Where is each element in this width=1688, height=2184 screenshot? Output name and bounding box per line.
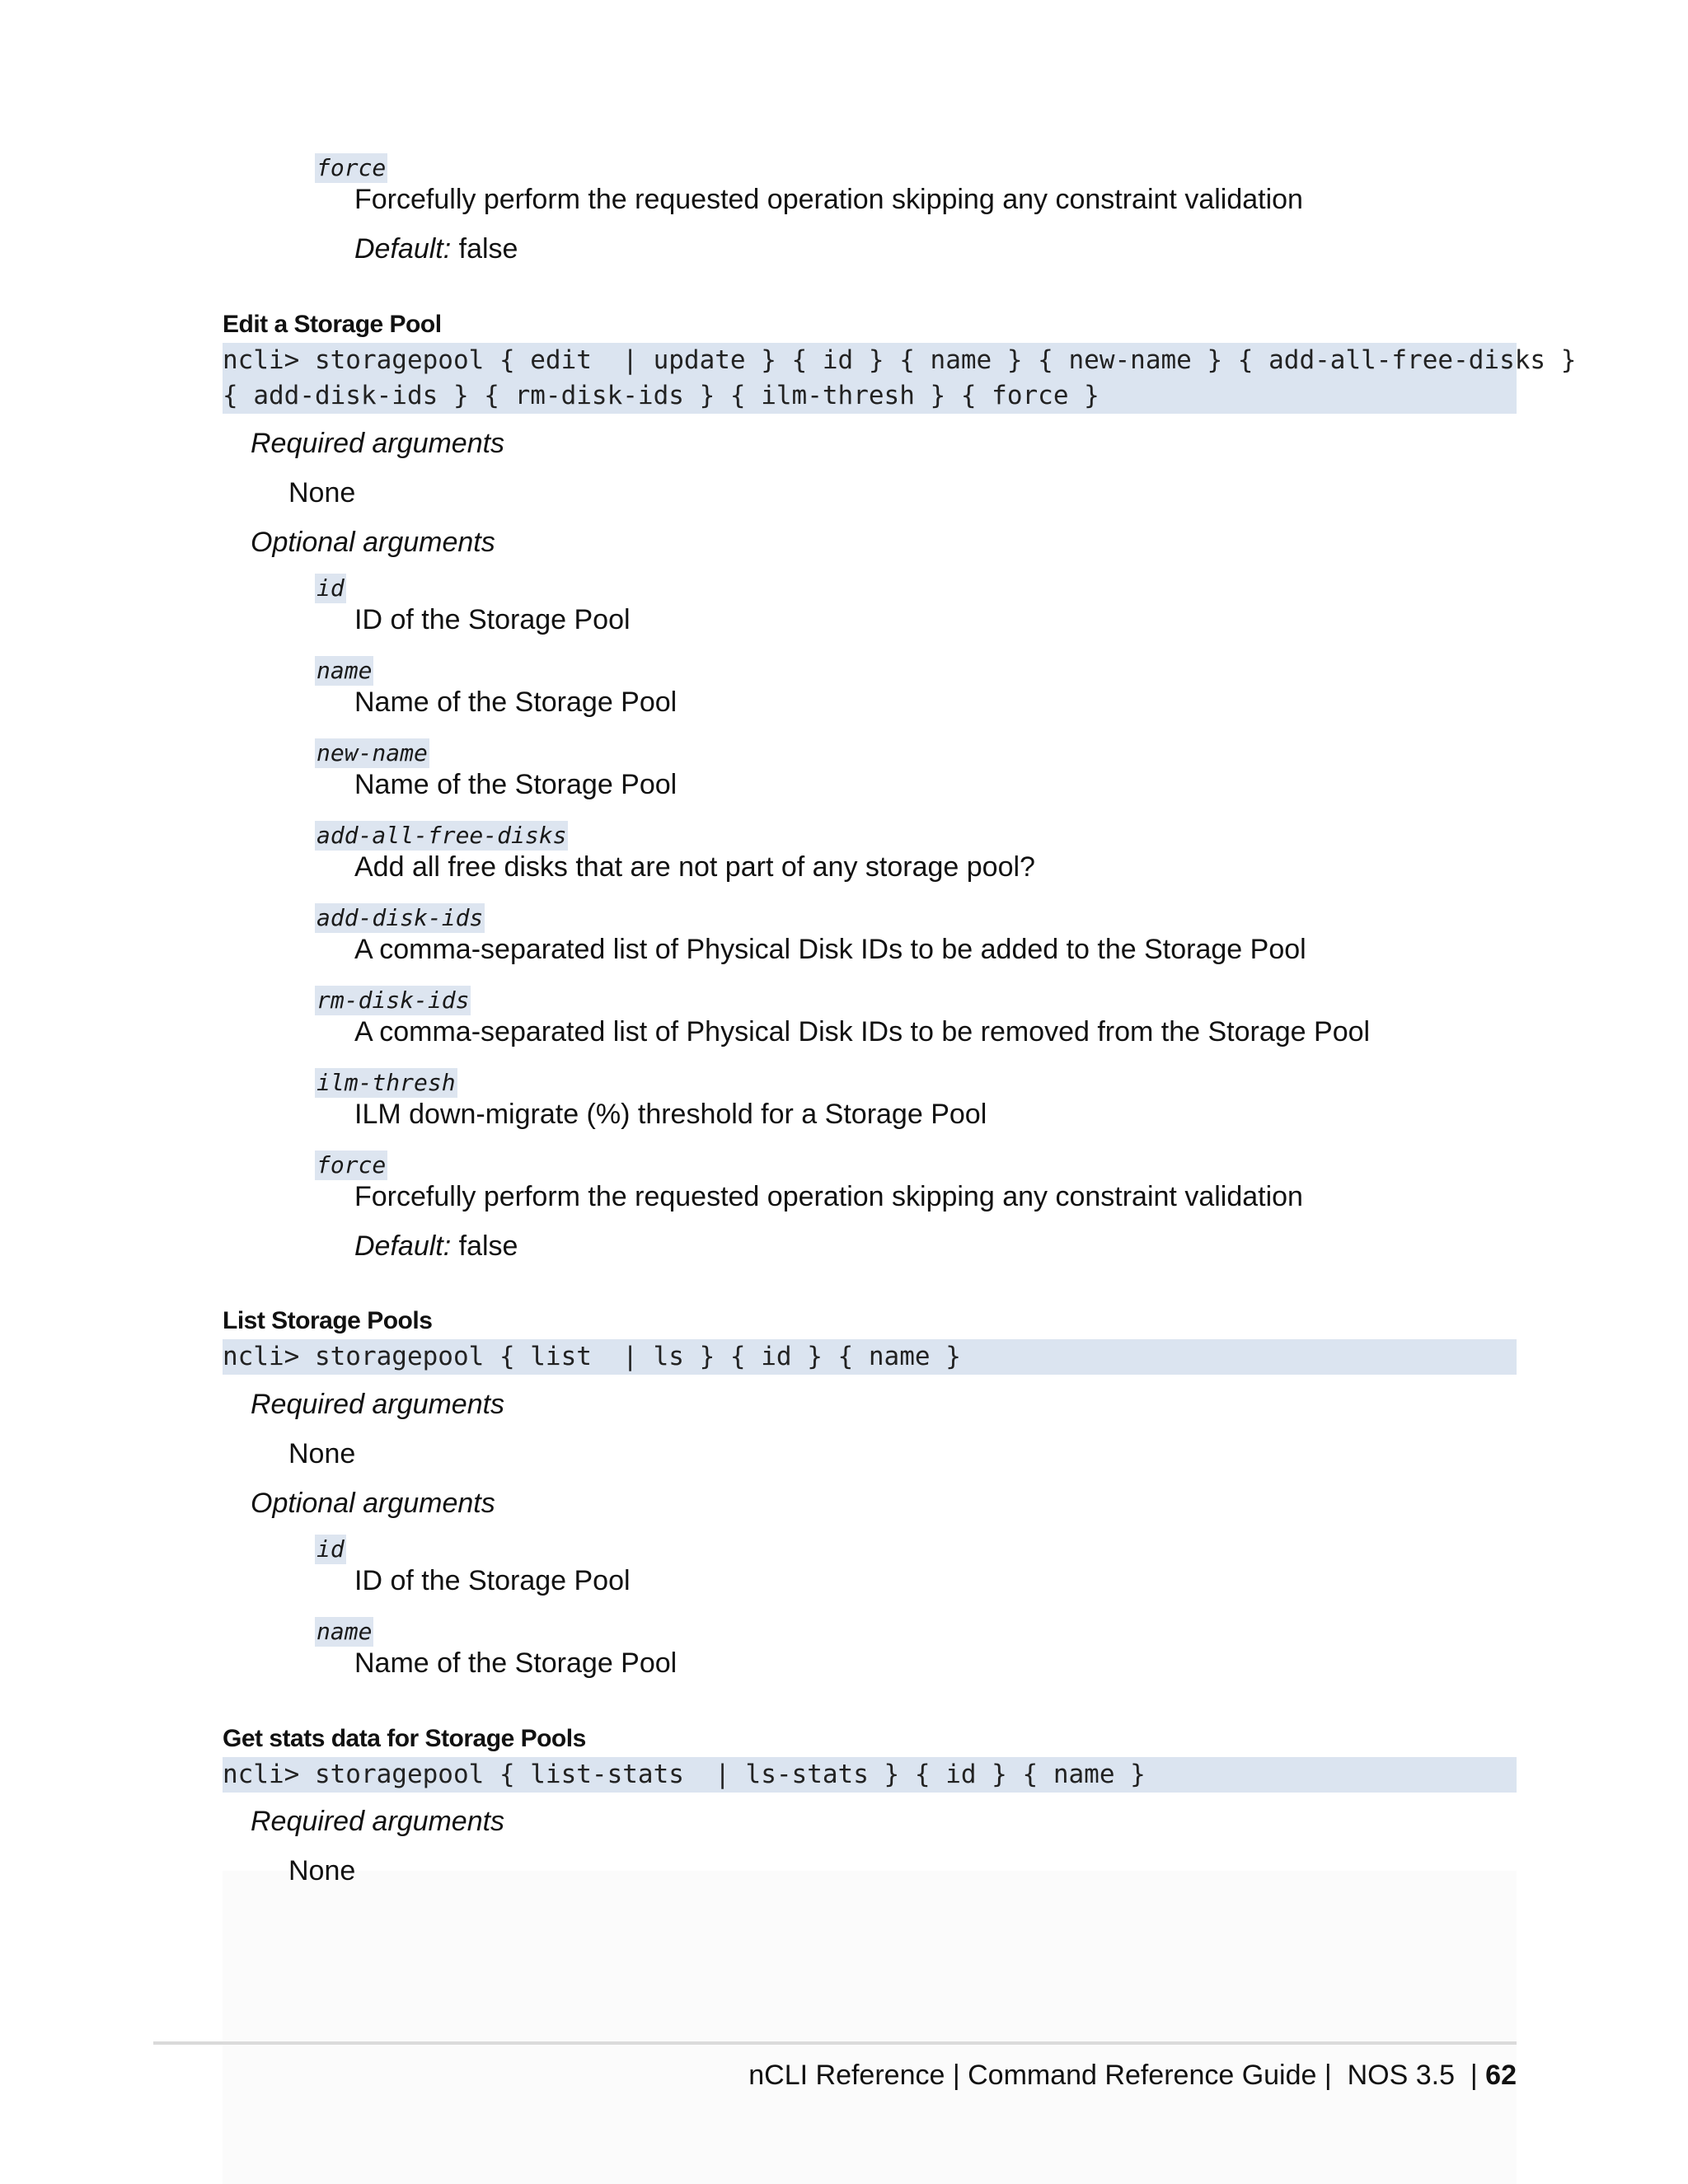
- optional-arguments-heading: Optional arguments: [251, 1488, 495, 1519]
- default-label: Default:: [354, 233, 452, 265]
- section-heading-list: List Storage Pools: [223, 1307, 433, 1334]
- required-arguments-heading: Required arguments: [251, 1806, 505, 1837]
- required-arguments-value: None: [288, 477, 356, 509]
- required-arguments-value: None: [288, 1438, 356, 1469]
- arg-default: [354, 232, 1303, 265]
- arg-description: Forcefully perform the requested operation skipping any constraint validation: [354, 1181, 1303, 1212]
- arg-description: ILM down-migrate (%) threshold for a Storage Pool: [354, 1099, 987, 1130]
- page-footer: [748, 2059, 1517, 2092]
- arg-name-item: [315, 656, 677, 719]
- arg-add-disk-ids: [315, 903, 1306, 966]
- arg-id: [315, 1535, 631, 1597]
- arg-force-continued: [315, 153, 1303, 265]
- arg-description: Name of the Storage Pool: [354, 1647, 678, 1679]
- arg-new-name: [315, 738, 677, 801]
- arg-description: A comma-separated list of Physical Disk IDs to be added to the Storage Pool: [354, 934, 1306, 965]
- arg-description: Add all free disks that are not part of any storage pool?: [354, 851, 1035, 883]
- required-arguments-heading: Required arguments: [251, 1389, 505, 1420]
- arg-rm-disk-ids: [315, 986, 1370, 1048]
- arg-name: id: [316, 574, 345, 602]
- default-value: false: [458, 233, 518, 265]
- arg-name: add-all-free-disks: [316, 822, 567, 849]
- arg-force: [315, 1151, 1303, 1263]
- command-line-1: ncli> storagepool { list-stats | ls-stats } { id } { name }: [223, 1760, 1146, 1789]
- optional-arguments-heading: Optional arguments: [251, 527, 495, 558]
- command-block-list: [223, 1339, 1517, 1375]
- arg-description: Name of the Storage Pool: [354, 687, 678, 718]
- arg-description: A comma-separated list of Physical Disk IDs to be removed from the Storage Pool: [354, 1016, 1371, 1047]
- arg-ilm-thresh: [315, 1068, 987, 1131]
- command-line-1: ncli> storagepool { edit | update } { id } { name } { new-name } { add-all-free-disks }: [223, 345, 1577, 375]
- arg-add-all-free-disks: [315, 821, 1035, 883]
- arg-description: ID of the Storage Pool: [354, 1565, 631, 1596]
- command-line-2: { add-disk-ids } { rm-disk-ids } { ilm-thresh } { force }: [223, 381, 1100, 410]
- arg-name: add-disk-ids: [316, 904, 484, 931]
- arg-description: ID of the Storage Pool: [354, 604, 631, 635]
- arg-name: name: [316, 1618, 373, 1645]
- arg-name: new-name: [316, 739, 428, 766]
- command-block-stats: [223, 1757, 1517, 1793]
- section-heading-edit: Edit a Storage Pool: [223, 311, 442, 338]
- section-heading-stats: Get stats data for Storage Pools: [223, 1725, 586, 1752]
- arg-name: force: [316, 1151, 387, 1179]
- required-arguments-value: None: [288, 1855, 356, 1886]
- command-block-edit: [223, 343, 1577, 414]
- arg-name: ilm-thresh: [316, 1069, 456, 1096]
- required-arguments-heading: Required arguments: [251, 428, 505, 459]
- arg-name: force: [316, 154, 387, 181]
- footer-text: nCLI Reference | Command Reference Guide | NOS 3.5 |: [748, 2060, 1486, 2091]
- footer-divider: [153, 2041, 1517, 2045]
- default-label: Default:: [354, 1230, 452, 1262]
- page-number: 62: [1485, 2060, 1517, 2091]
- arg-name-item: [315, 1617, 677, 1680]
- arg-name: name: [316, 657, 373, 684]
- page-shade: [223, 1871, 1517, 2184]
- default-value: false: [458, 1230, 518, 1262]
- arg-name: rm-disk-ids: [316, 987, 470, 1014]
- arg-id: [315, 574, 631, 636]
- arg-name: id: [316, 1535, 345, 1563]
- arg-default: [354, 1230, 1303, 1263]
- command-line-1: ncli> storagepool { list | ls } { id } { name }: [223, 1342, 961, 1371]
- arg-description: Forcefully perform the requested operation skipping any constraint validation: [354, 184, 1303, 215]
- arg-description: Name of the Storage Pool: [354, 769, 678, 800]
